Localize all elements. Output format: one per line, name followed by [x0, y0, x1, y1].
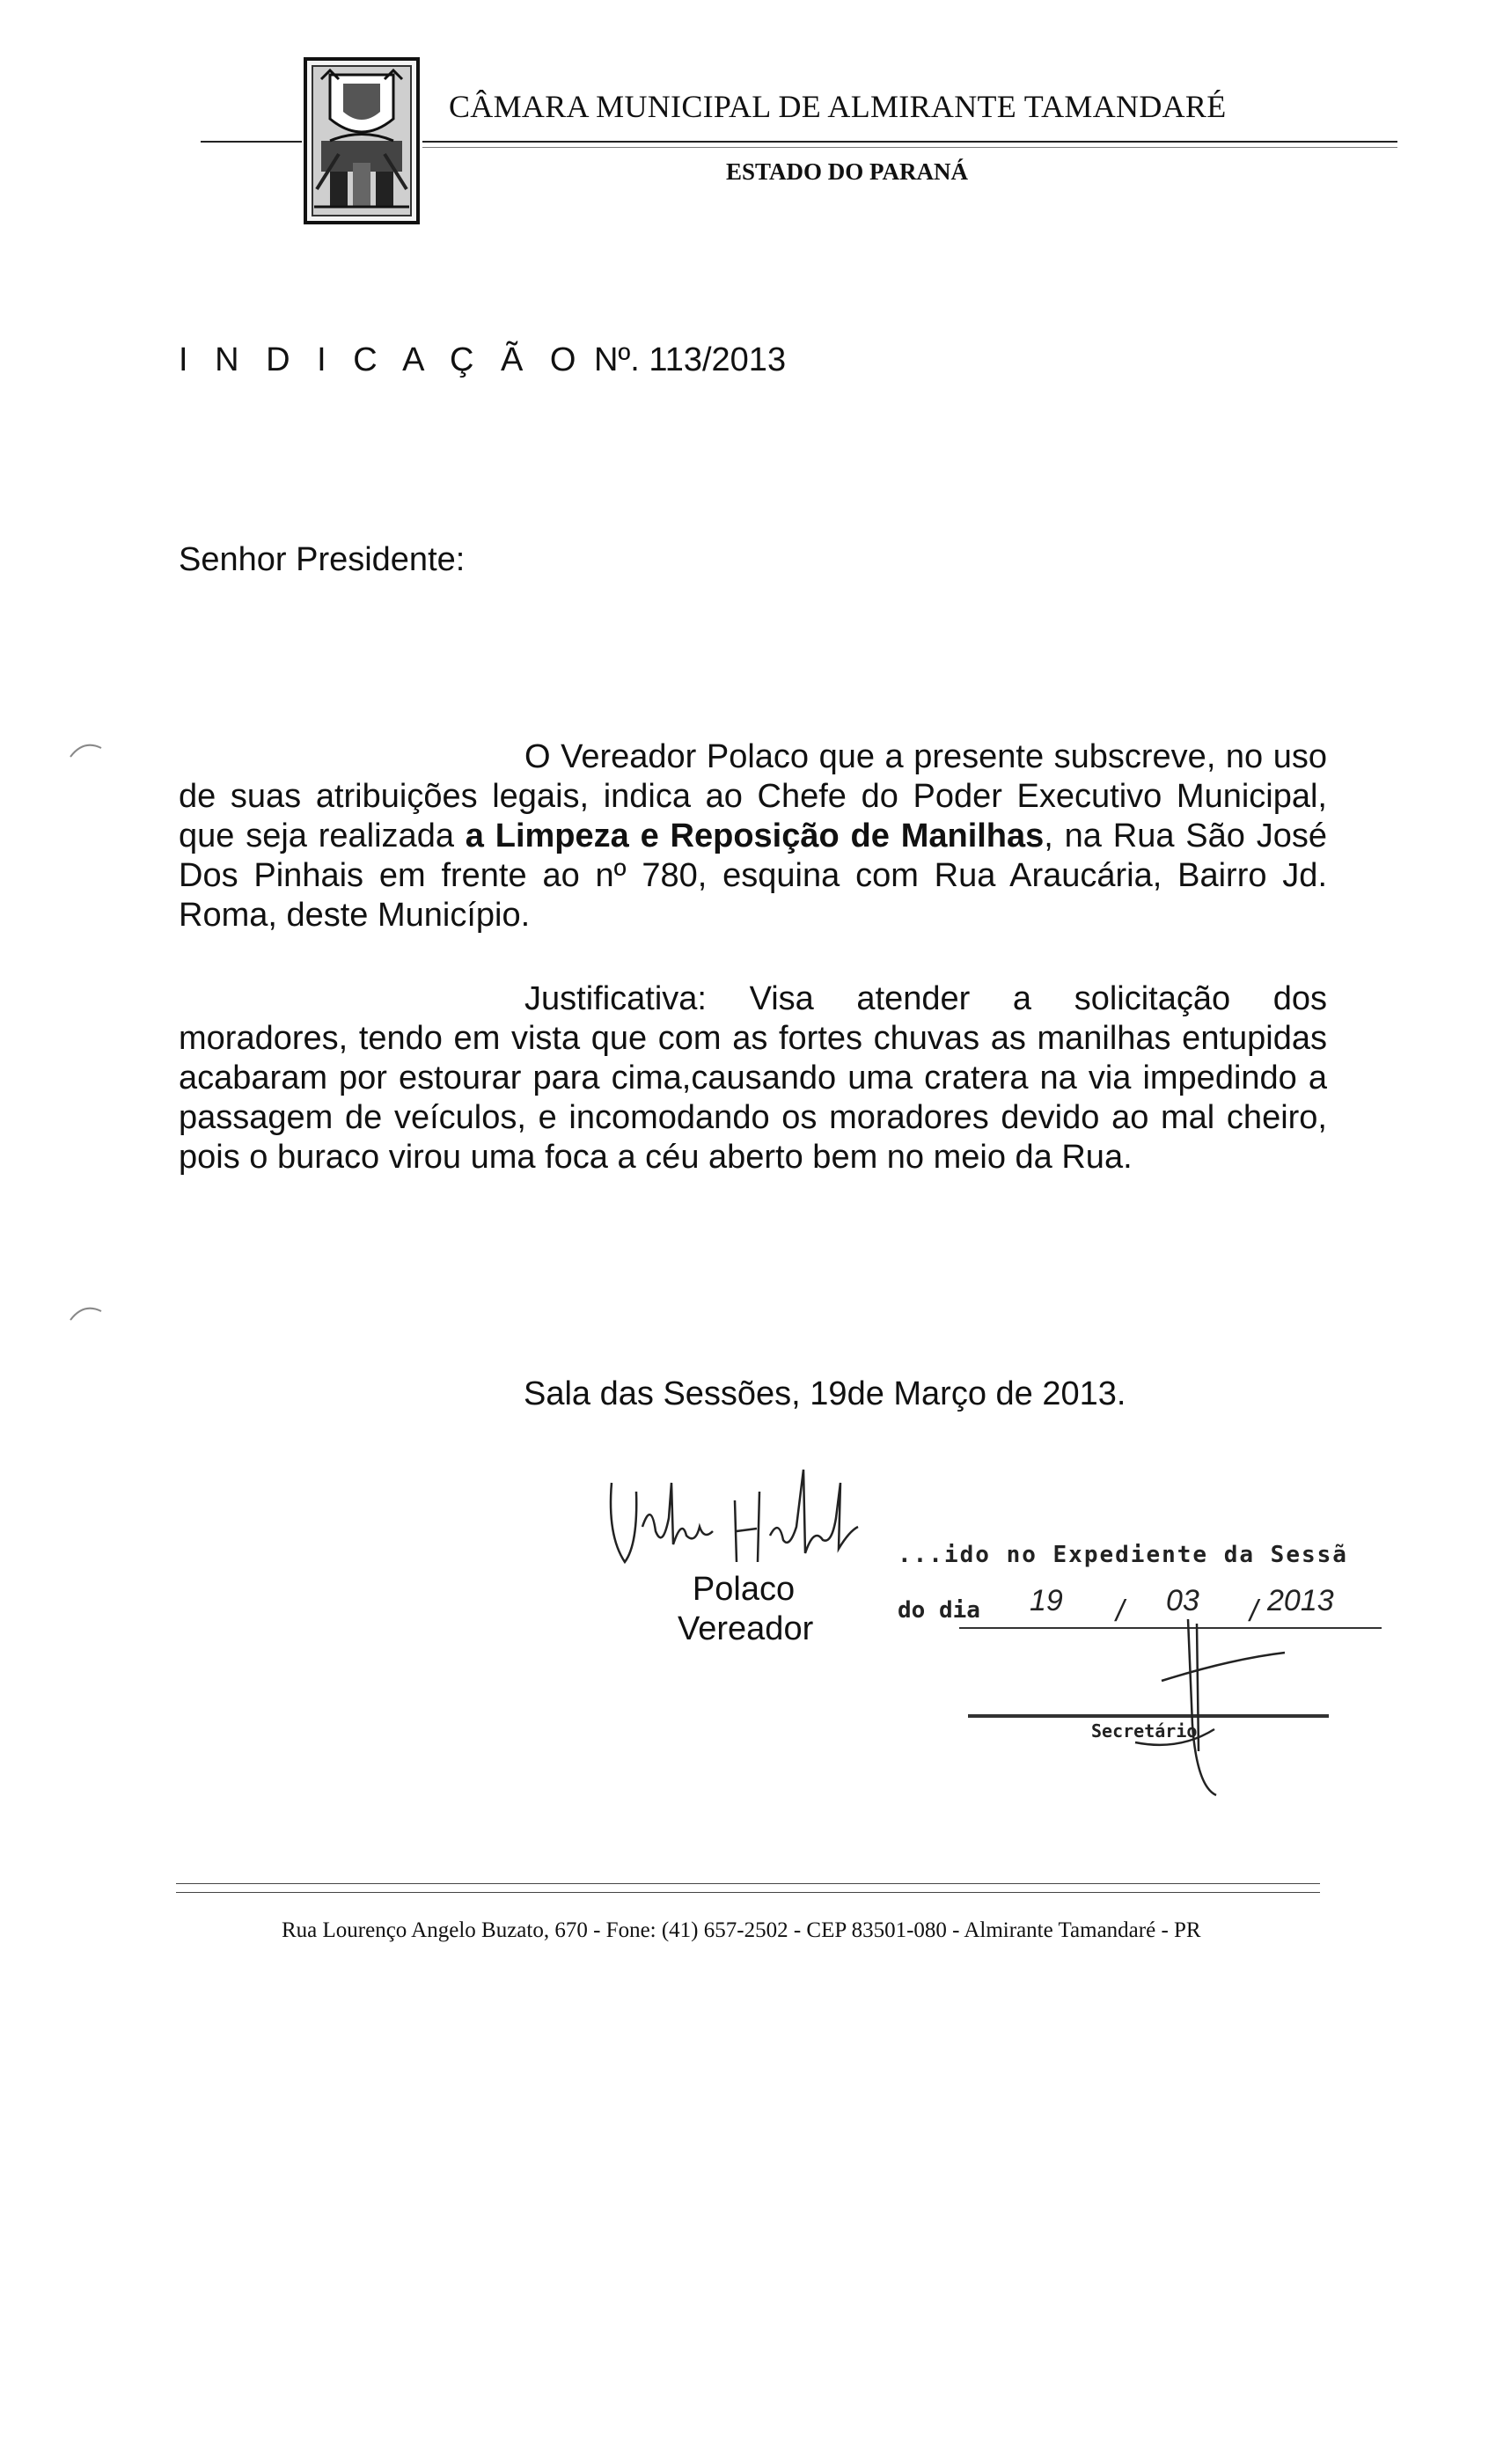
heading-prefix: I N D I C A Ç Ã O	[179, 341, 585, 378]
stamp-line-1: ...ido no Expediente da Sessã	[898, 1542, 1348, 1568]
header-rule-left	[201, 141, 302, 143]
paragraph-request-start: O Vereador Polaco que a presente subscreve, no uso de suas atribuições legais, indica ao Chefe do Poder Executivo Municipal, que seja realizada	[179, 738, 1327, 854]
stamp-secretary: Secretário	[1091, 1720, 1198, 1742]
coat-of-arms-icon	[304, 57, 420, 224]
footer-address: Rua Lourenço Angelo Buzato, 670 - Fone: (41) 657-2502 - CEP 83501-080 - Almirante Tamandaré - PR	[282, 1918, 1201, 1942]
header-state: ESTADO DO PARANÁ	[726, 158, 969, 185]
closing-place-date: Sala das Sessões, 19de Março de 2013.	[524, 1375, 1126, 1412]
stamp-line-2: do dia	[898, 1597, 980, 1624]
header-title: CÂMARA MUNICIPAL DE ALMIRANTE TAMANDARÉ	[449, 89, 1227, 124]
paragraph-request-bold: a Limpeza e Reposição de Manilhas	[465, 818, 1045, 854]
paragraph-request	[179, 737, 1327, 935]
stamp-date-sep: /	[1116, 1595, 1125, 1628]
signer-role: Vereador	[678, 1610, 814, 1647]
footer-rule-top	[176, 1883, 1320, 1884]
margin-marks	[62, 722, 114, 1338]
document-heading	[179, 341, 786, 379]
stamp-date-month: 03	[1166, 1584, 1199, 1617]
salutation: Senhor Presidente:	[179, 541, 466, 578]
paragraph-request-end: , na Rua São José Dos Pinhais em frente ao nº 780, esquina com Rua Araucária, Bairro Jd. Roma, deste Município.	[179, 818, 1327, 934]
handwritten-signature	[603, 1465, 902, 1588]
header-rule-right-thin	[422, 147, 1397, 148]
footer-rule-bottom	[176, 1892, 1320, 1893]
signer-name: Polaco	[692, 1571, 796, 1608]
header-rule-right	[422, 141, 1397, 143]
stamp-date-day: 19	[1030, 1584, 1063, 1617]
stamp-date-year: 2013	[1267, 1584, 1334, 1617]
stamp-date-sep-2: /	[1250, 1595, 1258, 1628]
paragraph-justification: Justificativa: Visa atender a solicitação dos moradores, tendo em vista que com as fortes chuvas as manilhas entupidas acabaram por estourar para cima,causando uma cratera na via impedindo a passagem de veículos, e incomodando os moradores devido ao mal cheiro, pois o buraco virou uma foca a céu aberto bem no meio da Rua.	[179, 980, 1327, 1176]
heading-number: Nº. 113/2013	[593, 341, 787, 378]
